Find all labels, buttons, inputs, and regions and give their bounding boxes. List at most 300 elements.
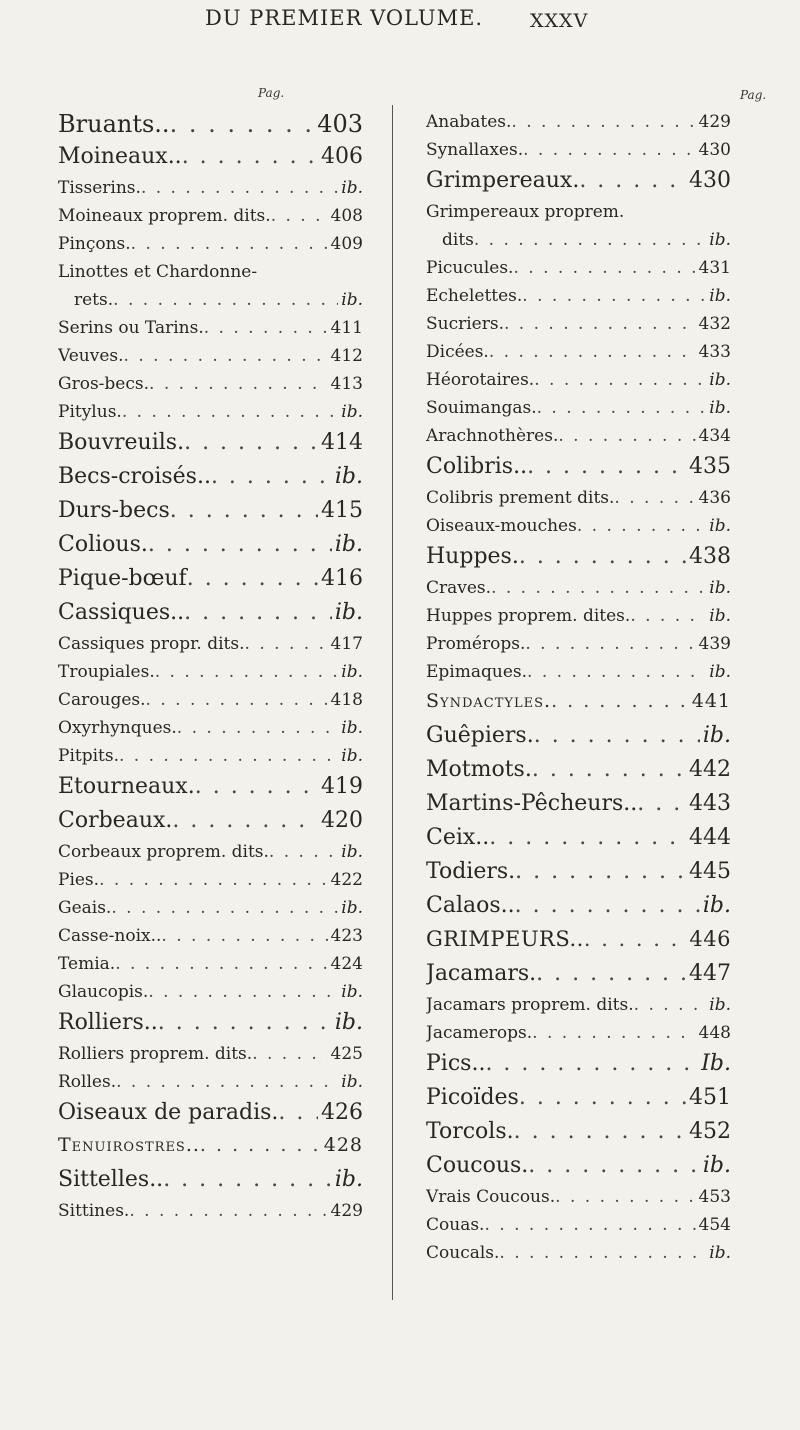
entry-page: ib.: [709, 606, 731, 626]
entry-name: Colibris..: [426, 454, 528, 479]
leader-dots: [514, 1119, 686, 1144]
leader-dots: [504, 314, 696, 334]
entry-name: Colibris prement dits.: [426, 488, 615, 508]
index-entry: [58, 774, 363, 808]
leader-dots: [158, 1010, 332, 1035]
index-entry: [58, 374, 363, 402]
entry-page: 453: [698, 1187, 731, 1207]
leader-dots: [527, 454, 686, 479]
entry-page: ib.: [709, 230, 731, 250]
leader-dots: [184, 600, 332, 625]
index-entry: [58, 982, 363, 1010]
leader-dots: [532, 1023, 695, 1043]
index-entry: [58, 1201, 363, 1229]
entry-name: Dicées.: [426, 342, 489, 362]
leader-dots: [527, 662, 706, 682]
entry-page: 426: [321, 1100, 363, 1125]
entry-name: rets.: [74, 290, 114, 310]
index-entry: [426, 314, 731, 342]
entry-name: Ceix..: [426, 825, 490, 850]
entry-page: 439: [698, 634, 731, 654]
leader-dots: [141, 178, 338, 198]
entry-page: ib.: [341, 662, 363, 682]
entry-page: 416: [321, 566, 363, 591]
leader-dots: [211, 464, 332, 489]
index-entry: [426, 859, 731, 893]
entry-page: 429: [698, 112, 731, 132]
leader-dots: [177, 718, 338, 738]
index-entry: [426, 488, 731, 516]
leader-dots: [489, 342, 696, 362]
entry-page: ib.: [702, 1153, 731, 1178]
leader-dots: [148, 532, 332, 557]
index-entry: [58, 842, 363, 870]
leader-dots: [148, 982, 338, 1002]
leader-dots: [204, 318, 328, 338]
entry-page: 417: [330, 634, 363, 654]
index-entry: [58, 346, 363, 374]
entry-name: Grimpereaux.: [426, 168, 580, 193]
entry-name: Pitylus.: [58, 402, 122, 422]
entry-page: ib.: [341, 178, 363, 198]
leader-dots: [513, 258, 695, 278]
leader-dots: [99, 870, 327, 890]
entry-name: Cassiques..: [58, 600, 185, 625]
entry-name: Héorotaires.: [426, 370, 535, 390]
leader-dots: [122, 402, 338, 422]
entry-name: Pique-bœuf: [58, 566, 187, 591]
leader-dots: [525, 634, 695, 654]
index-entry: [426, 961, 731, 995]
leader-dots: [124, 346, 328, 366]
header-title: DU PREMIER VOLUME.: [205, 6, 484, 30]
entry-page: ib.: [709, 1243, 731, 1263]
index-entry: [426, 791, 731, 825]
entry-page: ib.: [334, 532, 363, 557]
entry-page: 431: [698, 258, 731, 278]
index-entry: [426, 1187, 731, 1215]
index-entry: [426, 140, 731, 168]
entry-page: 430: [698, 140, 731, 160]
leader-dots: [155, 662, 339, 682]
entry-page: ib.: [709, 516, 731, 536]
entry-name: Temia.: [58, 954, 116, 974]
index-entry: [426, 516, 731, 544]
entry-name: Sittines.: [58, 1201, 130, 1221]
entry-name: Epimaques.: [426, 662, 528, 682]
right-index-column: [426, 112, 731, 1271]
index-entry: [58, 532, 363, 566]
leader-dots: [146, 690, 328, 710]
entry-name: Rolliers proprem. dits.: [58, 1044, 253, 1064]
entry-page: ib.: [334, 1167, 363, 1192]
entry-name: Syndactyles.: [426, 690, 552, 712]
leader-dots: [474, 230, 706, 250]
index-entry: [426, 1119, 731, 1153]
entry-name: Torcols.: [426, 1119, 514, 1144]
index-entry: [426, 1153, 731, 1187]
entry-name: Cassiques propr. dits.: [58, 634, 245, 654]
index-entry: [58, 206, 363, 234]
leader-dots: [163, 1167, 332, 1192]
leader-dots: [489, 825, 686, 850]
entry-page: 430: [689, 168, 731, 193]
index-entry: [58, 402, 363, 430]
entry-name: Tenuirostres..: [58, 1134, 200, 1156]
index-entry: [426, 370, 731, 398]
entry-name: Todiers.: [426, 859, 516, 884]
entry-page: ib.: [334, 464, 363, 489]
index-entry: [58, 1134, 363, 1167]
leader-dots: [195, 774, 318, 799]
index-entry: [58, 262, 363, 290]
leader-dots: [278, 1100, 318, 1125]
column-divider: [392, 105, 393, 1300]
entry-page: 414: [321, 430, 363, 455]
leader-dots: [187, 566, 318, 591]
index-entry: [58, 464, 363, 498]
entry-name: Coucals.: [426, 1243, 500, 1263]
index-entry: [426, 723, 731, 757]
entry-page: 412: [330, 346, 363, 366]
entry-name: Oxyrhynques.: [58, 718, 177, 738]
index-entry: [426, 606, 731, 634]
entry-page: 429: [330, 1201, 363, 1221]
entry-page: ib.: [341, 402, 363, 422]
left-index-column: [58, 110, 363, 1229]
entry-name: Echelettes.: [426, 286, 523, 306]
entry-page: 411: [330, 318, 363, 338]
entry-name: Corbeaux.: [58, 808, 173, 833]
index-entry: [58, 808, 363, 842]
leader-dots: [515, 893, 700, 918]
entry-name: Rolliers..: [58, 1010, 158, 1035]
entry-page: 420: [321, 808, 363, 833]
entry-page: 413: [330, 374, 363, 394]
index-entry: [58, 870, 363, 898]
entry-name: Guêpiers.: [426, 723, 534, 748]
entry-name: Oiseaux-mouches: [426, 516, 577, 536]
entry-name: Tisserins.: [58, 178, 141, 198]
entry-page: 424: [330, 954, 363, 974]
entry-page: 428: [323, 1134, 363, 1156]
entry-page: 415: [321, 498, 363, 523]
index-entry: [58, 318, 363, 346]
index-entry: [58, 290, 363, 318]
entry-page: 433: [698, 342, 731, 362]
entry-page: 444: [689, 825, 731, 850]
entry-page: 408: [330, 206, 363, 226]
right-pag-label: Pag.: [740, 88, 767, 102]
index-entry: [426, 342, 731, 370]
index-entry: [426, 690, 731, 723]
entry-page: ib.: [341, 982, 363, 1002]
entry-page: 452: [689, 1119, 731, 1144]
entry-name: Veuves.: [58, 346, 124, 366]
index-entry: [426, 398, 731, 426]
leader-dots: [252, 1044, 327, 1064]
leader-dots: [485, 1051, 698, 1076]
entry-page: ib.: [341, 718, 363, 738]
entry-name: Casse-noix..: [58, 926, 162, 946]
leader-dots: [184, 430, 318, 455]
entry-name: Colious.: [58, 532, 148, 557]
index-entry: [426, 168, 731, 202]
entry-name: Pies.: [58, 870, 100, 890]
index-entry: [426, 893, 731, 927]
leader-dots: [528, 1153, 700, 1178]
entry-name: Anabates.: [426, 112, 512, 132]
index-entry: [426, 230, 731, 258]
index-entry: [58, 600, 363, 634]
entry-page: ib.: [334, 600, 363, 625]
entry-page: 438: [689, 544, 731, 569]
leader-dots: [499, 1243, 706, 1263]
index-entry: [58, 498, 363, 532]
entry-page: ib.: [709, 370, 731, 390]
index-entry: [58, 110, 363, 144]
entry-name: Arachnothères.: [426, 426, 559, 446]
folio-number: XXXV: [530, 10, 589, 32]
index-entry: [426, 202, 731, 230]
entry-page: 443: [689, 791, 731, 816]
entry-name: Carouges.: [58, 690, 146, 710]
entry-page: 445: [689, 859, 731, 884]
index-entry: [426, 634, 731, 662]
index-entry: [426, 1243, 731, 1271]
index-entry: [426, 1215, 731, 1243]
entry-name: Etourneaux.: [58, 774, 195, 799]
entry-page: 448: [698, 1023, 731, 1043]
leader-dots: [534, 370, 706, 390]
entry-name: Vrais Coucous.: [426, 1187, 556, 1207]
entry-name: Grimpereaux proprem.: [426, 202, 625, 222]
index-entry: [58, 144, 363, 178]
leader-dots: [515, 859, 686, 884]
leader-dots: [115, 954, 327, 974]
leader-dots: [170, 110, 315, 138]
leader-dots: [172, 808, 318, 833]
index-entry: [426, 927, 731, 961]
index-entry: [58, 954, 363, 982]
leader-dots: [131, 234, 328, 254]
leader-dots: [519, 1085, 686, 1110]
entry-name: Linottes et Chardonne-: [58, 262, 258, 282]
entry-name: Bouvreuils.: [58, 430, 185, 455]
entry-name: Pinçons.: [58, 234, 131, 254]
index-entry: [58, 178, 363, 206]
entry-page: ib.: [709, 578, 731, 598]
leader-dots: [484, 1215, 695, 1235]
leader-dots: [245, 634, 328, 654]
entry-page: 435: [689, 454, 731, 479]
entry-name: Geais.: [58, 898, 112, 918]
index-entry: [58, 1167, 363, 1201]
entry-name: Sucriers.: [426, 314, 504, 334]
entry-name: Martins-Pêcheurs..: [426, 791, 638, 816]
entry-page: ib.: [341, 842, 363, 862]
entry-page: 419: [321, 774, 363, 799]
entry-page: ib.: [709, 398, 731, 418]
leader-dots: [584, 927, 687, 951]
entry-name: Jacamars proprem. dits.: [426, 995, 634, 1015]
leader-dots: [536, 961, 686, 986]
leader-dots: [116, 1072, 338, 1092]
index-entry: [426, 995, 731, 1023]
entry-name: Coucous.: [426, 1153, 529, 1178]
index-entry: [426, 454, 731, 488]
entry-name: Durs-becs: [58, 498, 170, 523]
entry-page: Ib.: [701, 1051, 731, 1076]
entry-name: Oiseaux de paradis.: [58, 1100, 279, 1125]
entry-page: 447: [689, 961, 731, 986]
entry-page: 403: [317, 110, 363, 138]
entry-name: Becs-croisés..: [58, 464, 211, 489]
leader-dots: [111, 898, 338, 918]
leader-dots: [269, 842, 338, 862]
leader-dots: [271, 206, 328, 226]
leader-dots: [630, 606, 706, 626]
entry-page: 446: [689, 927, 731, 951]
index-entry: [58, 1100, 363, 1134]
entry-page: ib.: [709, 286, 731, 306]
entry-page: ib.: [341, 290, 363, 310]
leader-dots: [522, 286, 706, 306]
leader-dots: [537, 398, 707, 418]
entry-name: Moineaux..: [58, 144, 182, 169]
entry-name: Sittelles..: [58, 1167, 164, 1192]
entry-name: Corbeaux proprem. dits.: [58, 842, 269, 862]
left-pag-label: Pag.: [258, 86, 285, 100]
leader-dots: [558, 426, 695, 446]
entry-page: ib.: [341, 1072, 363, 1092]
entry-page: 441: [691, 690, 731, 712]
index-entry: [58, 234, 363, 262]
entry-page: 409: [330, 234, 363, 254]
entry-page: ib.: [341, 898, 363, 918]
index-entry: [58, 662, 363, 690]
index-entry: [58, 430, 363, 464]
leader-dots: [170, 498, 318, 523]
index-entry: [426, 1051, 731, 1085]
entry-name: Troupiales.: [58, 662, 155, 682]
leader-dots: [637, 791, 686, 816]
entry-name: Synallaxes.: [426, 140, 524, 160]
entry-name: Couas.: [426, 1215, 485, 1235]
entry-page: ib.: [709, 995, 731, 1015]
index-entry: [426, 112, 731, 140]
entry-name: Gros-becs.: [58, 374, 150, 394]
leader-dots: [113, 290, 338, 310]
index-entry: [426, 1023, 731, 1051]
entry-name: Pitpits.: [58, 746, 119, 766]
entry-name: Jacamars.: [426, 961, 537, 986]
entry-page: 434: [698, 426, 731, 446]
leader-dots: [534, 723, 700, 748]
index-entry: [426, 825, 731, 859]
entry-page: ib.: [341, 746, 363, 766]
index-entry: [58, 746, 363, 774]
entry-name: Promérops.: [426, 634, 526, 654]
entry-page: 425: [330, 1044, 363, 1064]
entry-page: 442: [689, 757, 731, 782]
entry-name: Calaos..: [426, 893, 515, 918]
index-entry: [426, 544, 731, 578]
entry-name: Moineaux proprem. dits.: [58, 206, 271, 226]
entry-name: Picucules.: [426, 258, 514, 278]
index-entry: [426, 578, 731, 606]
entry-name: Souimangas.: [426, 398, 537, 418]
leader-dots: [579, 168, 686, 193]
entry-page: ib.: [702, 723, 731, 748]
index-entry: [426, 286, 731, 314]
leader-dots: [149, 374, 328, 394]
entry-page: ib.: [334, 1010, 363, 1035]
leader-dots: [161, 926, 327, 946]
leader-dots: [523, 140, 695, 160]
entry-page: 423: [330, 926, 363, 946]
entry-page: 451: [689, 1085, 731, 1110]
leader-dots: [129, 1201, 327, 1221]
index-entry: [426, 258, 731, 286]
index-entry: [426, 757, 731, 791]
entry-page: 406: [321, 144, 363, 169]
entry-name: Jacamerops.: [426, 1023, 533, 1043]
leader-dots: [551, 690, 689, 712]
leader-dots: [532, 757, 686, 782]
index-entry: [58, 634, 363, 662]
index-entry: [58, 898, 363, 926]
index-entry: [58, 1072, 363, 1100]
leader-dots: [200, 1134, 321, 1156]
leader-dots: [491, 578, 706, 598]
entry-page: ib.: [709, 662, 731, 682]
leader-dots: [634, 995, 707, 1015]
entry-name: Huppes.: [426, 544, 519, 569]
leader-dots: [511, 112, 695, 132]
entry-name: GRIMPEURS..: [426, 927, 584, 951]
entry-name: Rolles.: [58, 1072, 117, 1092]
entry-name: Picoïdes: [426, 1085, 519, 1110]
entry-page: ib.: [702, 893, 731, 918]
entry-name: Glaucopis.: [58, 982, 149, 1002]
index-entry: [426, 1085, 731, 1119]
entry-page: 422: [330, 870, 363, 890]
index-entry: [58, 1010, 363, 1044]
index-entry: [58, 926, 363, 954]
entry-page: 432: [698, 314, 731, 334]
leader-dots: [555, 1187, 695, 1207]
index-entry: [426, 662, 731, 690]
entry-name: dits: [442, 230, 474, 250]
leader-dots: [614, 488, 695, 508]
entry-page: 436: [698, 488, 731, 508]
leader-dots: [119, 746, 338, 766]
index-entry: [58, 1044, 363, 1072]
leader-dots: [519, 544, 686, 569]
entry-page: 418: [330, 690, 363, 710]
entry-name: Craves.: [426, 578, 492, 598]
index-entry: [58, 566, 363, 600]
entry-name: Motmots.: [426, 757, 532, 782]
leader-dots: [577, 516, 706, 536]
entry-name: Bruants..: [58, 110, 170, 138]
entry-name: Huppes proprem. dites.: [426, 606, 631, 626]
index-entry: [58, 690, 363, 718]
entry-name: Serins ou Tarins.: [58, 318, 204, 338]
index-entry: [58, 718, 363, 746]
leader-dots: [182, 144, 318, 169]
